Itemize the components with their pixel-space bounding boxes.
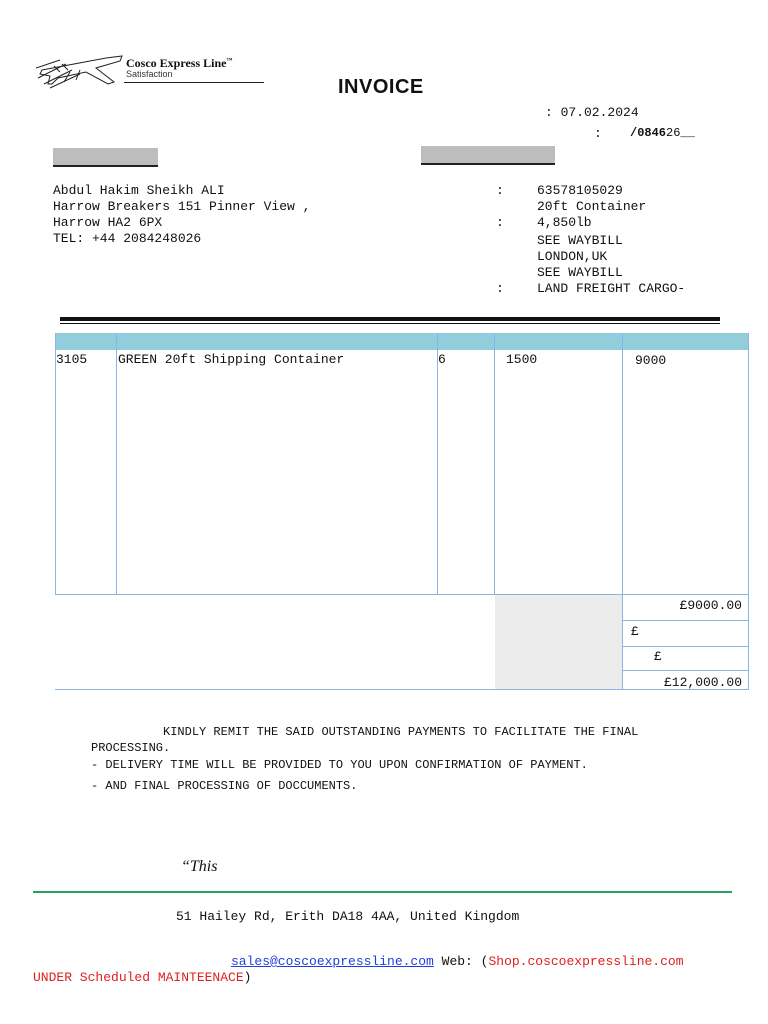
trademark-symbol: ™	[226, 58, 233, 64]
payment-note-line: PROCESSING.	[91, 741, 171, 755]
item-unit-price: 1500	[506, 352, 538, 367]
section-divider-thick	[60, 317, 720, 321]
invoice-number: /084626__	[630, 126, 695, 140]
bill-to-line: Harrow HA2 6PX	[53, 215, 163, 230]
bill-to-line: TEL: +44 2084248026	[53, 231, 202, 246]
total-line-2-value: £	[631, 624, 639, 639]
item-amount: 9000	[635, 353, 667, 368]
item-code: 3105	[56, 352, 88, 367]
logo-underline	[124, 82, 264, 83]
web-link[interactable]: Shop.coscoexpressline.com	[488, 954, 684, 969]
quote-text: “This	[181, 858, 218, 875]
invoice-title: INVOICE	[338, 76, 424, 98]
invoice-number-colon: :	[594, 126, 602, 141]
bill-to-line: Abdul Hakim Sheikh ALI	[53, 183, 225, 198]
bill-to-line: Harrow Breakers 151 Pinner View ,	[53, 199, 311, 214]
shipment-label-bar	[421, 146, 555, 165]
bill-to-block	[53, 183, 310, 247]
footer-contact	[231, 954, 684, 970]
documents-note-line: - AND FINAL PROCESSING OF DOCCUMENTS.	[91, 779, 358, 793]
email-link[interactable]: sales@coscoexpressline.com	[231, 954, 434, 969]
delivery-note-line: - DELIVERY TIME WILL BE PROVIDED TO YOU UPON CONFIRMATION OF PAYMENT.	[91, 758, 588, 772]
item-quantity: 6	[438, 352, 446, 367]
footer-divider	[33, 891, 732, 893]
grand-total-value: £12,000.00	[663, 675, 742, 690]
section-divider-thin	[60, 323, 720, 324]
items-table	[55, 333, 749, 595]
payment-note-line: KINDLY REMIT THE SAID OUTSTANDING PAYMENTS TO FACILITATE THE FINAL	[91, 725, 639, 739]
total-line-3-value: £	[654, 649, 662, 664]
footer-address: 51 Hailey Rd, Erith DA18 4AA, United Kingdom	[176, 909, 520, 924]
web-label: Web: (	[441, 954, 489, 969]
invoice-date: : 07.02.2024	[545, 105, 639, 120]
company-tagline: Satisfaction	[126, 69, 173, 79]
company-name: Cosco Express Line™	[126, 56, 233, 70]
bill-to-label-bar	[53, 148, 158, 167]
maintenance-notice: UNDER Scheduled MAINTEENACE)	[33, 970, 252, 985]
item-description: GREEN 20ft Shipping Container	[118, 352, 345, 367]
subtotal-value: £9000.00	[679, 598, 742, 613]
